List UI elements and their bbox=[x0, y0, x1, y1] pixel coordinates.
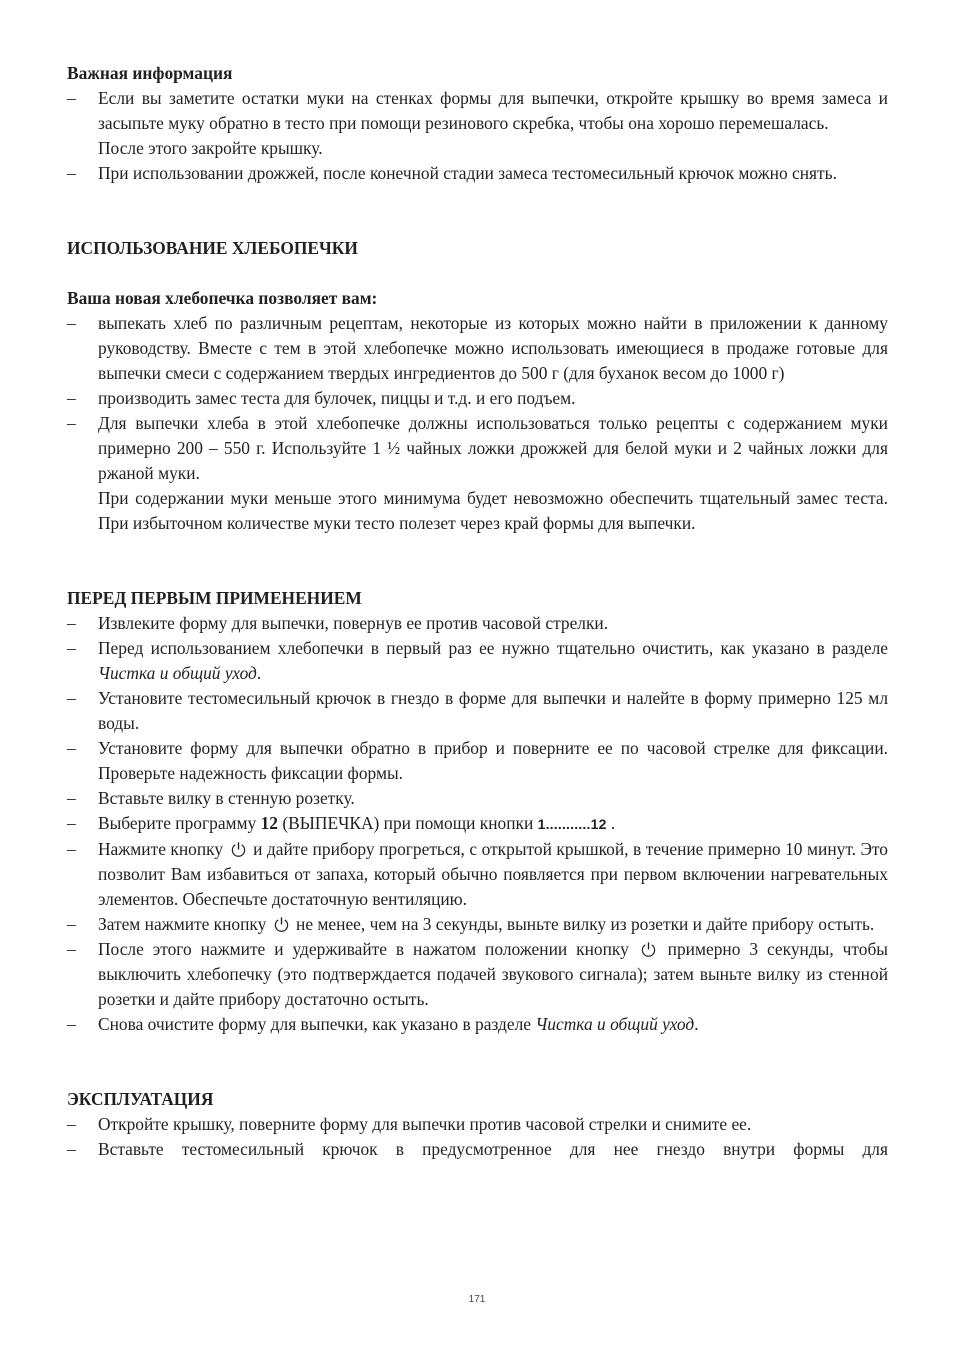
list-item-text: и дайте прибору прогреться, с открытой крышкой, в течение примерно 10 минут. Это позволит Вам избавиться от запаха, который обычно появляется при первом включении нагревательных элементов. Обеспечьте достаточную вентиляцию. bbox=[98, 839, 888, 909]
list-item: – Вставьте тестомесильный крючок в предусмотренное для нее гнездо внутри формы для bbox=[67, 1137, 888, 1162]
list-item-continuation: После этого закройте крышку. bbox=[98, 138, 323, 158]
section-title-first-use: ПЕРЕД ПЕРВЫМ ПРИМЕНЕНИЕМ bbox=[67, 588, 362, 608]
list-item-text: примерно 3 секунды, чтобы выключить хлебопечку (это подтверждается подачей звукового сигнала); затем выньте вилку из стенной розетки и дайте прибору достаточно остыть. bbox=[98, 939, 888, 1009]
list-item-continuation: При содержании муки меньше этого минимума будет невозможно обеспечить тщательный замес теста. При избыточном количестве муки тесто полезет через край формы для выпечки. bbox=[98, 488, 888, 533]
list-item: – выпекать хлеб по различным рецептам, некоторые из которых можно найти в приложении к данному руководству. Вместе с тем в этой хлебопечке можно использовать имеющиеся в продаже готовые для выпечки смеси с содержанием твердых ингредиентов до 500 г (для буханок весом до 1000 г) bbox=[67, 311, 888, 386]
list-item-text: . bbox=[694, 1014, 699, 1034]
list-item: – Установите тестомесильный крючок в гнездо в форме для выпечки и налейте в форму примерно 125 мл воды. bbox=[67, 686, 888, 736]
operation-list bbox=[67, 1112, 888, 1162]
list-item: – Установите форму для выпечки обратно в прибор и поверните ее по часовой стрелке для фиксации. Проверьте надежность фиксации формы. bbox=[67, 736, 888, 786]
list-item-text: Выберите программу bbox=[98, 813, 261, 833]
section-title-operation: ЭКСПЛУАТАЦИЯ bbox=[67, 1089, 214, 1109]
list-item-text: (ВЫПЕЧКА) при помощи кнопки bbox=[277, 813, 538, 833]
section-title-usage: ИСПОЛЬЗОВАНИЕ ХЛЕБОПЕЧКИ bbox=[67, 238, 358, 258]
usage-subtitle: Ваша новая хлебопечка позволяет вам: bbox=[67, 288, 378, 308]
list-item-text: Если вы заметите остатки муки на стенках формы для выпечки, откройте крышку во время замеса и засыпьте муку обратно в тесто при помощи резинового скребка, чтобы она хорошо перемешалась. bbox=[98, 88, 888, 133]
power-icon bbox=[230, 841, 247, 858]
list-item bbox=[67, 86, 888, 161]
page-content bbox=[67, 61, 888, 1162]
usage-list bbox=[67, 311, 888, 486]
important-list bbox=[67, 86, 888, 186]
list-item: – Откройте крышку, поверните форму для выпечки против часовой стрелки и снимите ее. bbox=[67, 1112, 888, 1137]
list-item bbox=[67, 837, 888, 912]
power-icon bbox=[273, 916, 290, 933]
list-item bbox=[67, 411, 888, 486]
list-item bbox=[67, 636, 888, 686]
list-item bbox=[67, 1012, 888, 1037]
list-item bbox=[67, 811, 888, 837]
list-item-text: После этого нажмите и удерживайте в нажатом положении кнопку bbox=[98, 939, 638, 959]
list-item: – При использовании дрожжей, после конечной стадии замеса тестомесильный крючок можно снять. bbox=[67, 161, 888, 186]
list-item-text: Перед использованием хлебопечки в первый раз ее нужно тщательно очистить, как указано в разделе bbox=[98, 638, 888, 658]
section-reference: Чистка и общий уход bbox=[98, 663, 257, 683]
list-item-text: Нажмите кнопку bbox=[98, 839, 228, 859]
page-number: 171 bbox=[468, 1294, 486, 1305]
list-item-text: Для выпечки хлеба в этой хлебопечке должны использоваться только рецепты с содержанием муки примерно 200 – 550 г. Используйте 1 ½ чайных ложки дрожжей для белой муки и 2 чайных ложки для ржаной муки. bbox=[98, 413, 888, 483]
list-item-text: . bbox=[256, 663, 262, 683]
section-reference: Чистка и общий уход bbox=[535, 1014, 695, 1034]
list-item: – Вставьте вилку в стенную розетку. bbox=[67, 786, 888, 811]
list-item-text: Затем нажмите кнопку bbox=[98, 914, 271, 934]
list-item-text: Снова очистите форму для выпечки, как указано в разделе bbox=[98, 1014, 536, 1034]
list-item: – производить замес теста для булочек, пиццы и т.д. и его подъем. bbox=[67, 386, 888, 411]
list-item bbox=[67, 937, 888, 1012]
list-item-text: . bbox=[606, 813, 616, 833]
first-use-list bbox=[67, 611, 888, 1037]
list-item: – Извлеките форму для выпечки, повернув ее против часовой стрелки. bbox=[67, 611, 888, 636]
power-icon bbox=[640, 941, 657, 958]
important-title: Важная информация bbox=[67, 63, 233, 83]
program-number: 12 bbox=[260, 813, 278, 833]
list-item-text: не менее, чем на 3 секунды, выньте вилку из розетки и дайте прибору остыть. bbox=[291, 914, 875, 934]
program-key-range: 1...........12 bbox=[537, 816, 607, 832]
list-item bbox=[67, 912, 888, 937]
